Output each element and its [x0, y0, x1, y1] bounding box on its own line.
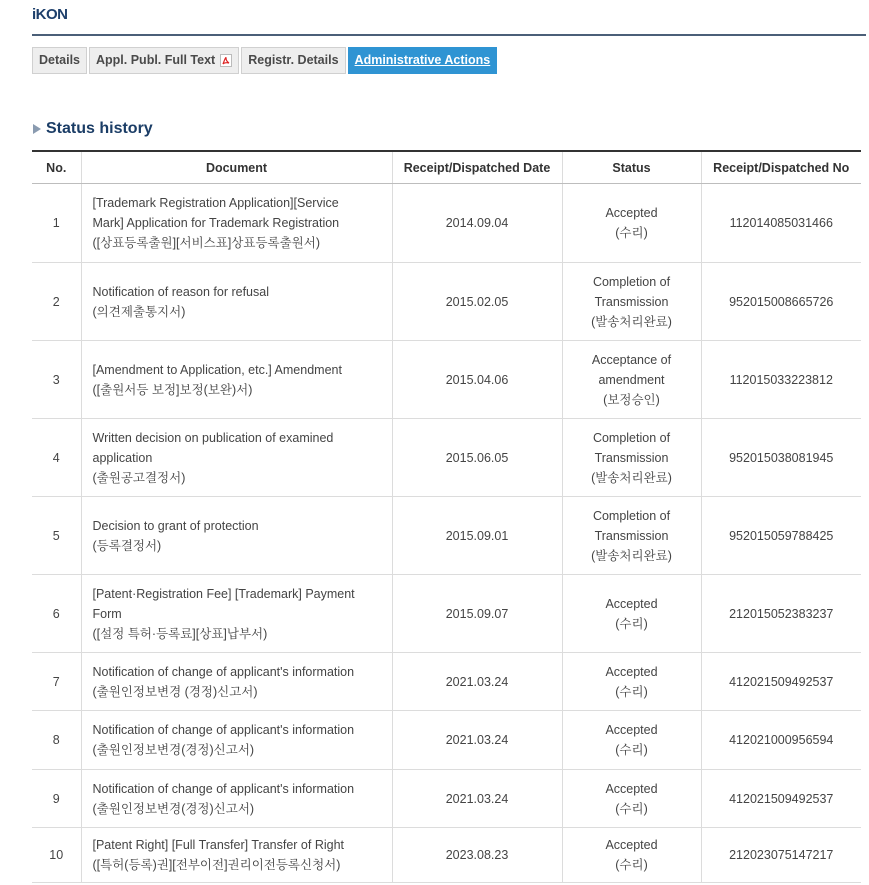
date-cell: 2021.03.24 [392, 653, 562, 711]
document-text-line: Decision to grant of protection [92, 518, 259, 533]
row-number-cell: 7 [32, 653, 81, 711]
document-text-line: [Amendment to Application, etc.] Amendment [92, 362, 342, 377]
document-text-line: Notification of change of applicant's information [92, 723, 355, 737]
status-cell [562, 770, 701, 828]
table-row [32, 770, 861, 828]
document-cell [81, 711, 392, 770]
document-text-line: Mark] Application for Trademark Registration [92, 216, 340, 230]
status-cell [562, 575, 701, 653]
status-cell [562, 497, 701, 575]
status-text-line: Transmission [594, 450, 669, 465]
receipt-number-cell: 952015038081945 [701, 419, 861, 497]
table-row [32, 828, 861, 883]
date-cell: 2015.02.05 [392, 263, 562, 341]
table-row [32, 184, 861, 263]
document-text-line: (의견제출통지서) [92, 304, 186, 319]
document-text-line: [Patent Right] [Full Transfer] Transfer of Right [92, 838, 344, 852]
receipt-number-cell: 112014085031466 [701, 184, 861, 263]
receipt-number-cell: 212015052383237 [701, 575, 861, 653]
triangle-arrow-icon [32, 123, 42, 135]
row-number-cell: 9 [32, 770, 81, 828]
table-body [32, 184, 861, 883]
table-row [32, 341, 861, 419]
document-text-line: (출원인정보변경 (경정)신고서) [92, 684, 258, 699]
document-text-line: Notification of change of applicant's information [92, 781, 355, 796]
table-row [32, 419, 861, 497]
document-text-line: Notification of change of applicant's information [92, 664, 355, 679]
document-cell [81, 184, 392, 263]
date-cell: 2015.06.05 [392, 419, 562, 497]
status-history-table [32, 150, 861, 883]
table-header-row [32, 151, 861, 184]
tab-details[interactable] [32, 47, 87, 74]
receipt-number-cell: 952015008665726 [701, 263, 861, 341]
receipt-number-cell: 952015059788425 [701, 497, 861, 575]
document-text-line: ([상표등록출원][서비스표]상표등록출원서) [92, 236, 320, 250]
status-text-line: Transmission [594, 528, 669, 543]
status-cell [562, 341, 701, 419]
column-header-status: Status [562, 151, 701, 184]
document-text-line: (출원인정보변경(경정)신고서) [92, 743, 255, 757]
tab-bar [32, 47, 499, 74]
receipt-number-cell: 412021509492537 [701, 653, 861, 711]
document-text-line: Written decision on publication of examined [92, 430, 334, 445]
document-text-line: Notification of reason for refusal [92, 284, 269, 299]
date-cell: 2023.08.23 [392, 828, 562, 883]
column-header-date: Receipt/Dispatched Date [392, 151, 562, 184]
tab-registr-details-label: Registr. Details [248, 53, 339, 67]
status-text-line: Completion of [592, 508, 671, 523]
status-cell [562, 419, 701, 497]
document-text-line: (출원공고결정서) [92, 470, 186, 485]
status-text-line: Completion of [592, 274, 671, 289]
table-row [32, 575, 861, 653]
row-number-cell: 2 [32, 263, 81, 341]
status-text-line: Completion of [592, 430, 671, 445]
column-header-number: Receipt/Dispatched No [701, 151, 861, 184]
document-cell [81, 263, 392, 341]
document-cell [81, 828, 392, 883]
row-number-cell: 4 [32, 419, 81, 497]
document-cell [81, 575, 392, 653]
table-row [32, 711, 861, 770]
section-heading [32, 118, 153, 140]
tab-administrative-actions-label: Administrative Actions [354, 53, 491, 67]
status-text-line: (보정승인) [603, 392, 660, 407]
status-cell [562, 711, 701, 770]
row-number-cell: 6 [32, 575, 81, 653]
status-text-line: (수리) [615, 801, 648, 816]
status-text-line: (발송처리완료) [591, 548, 672, 563]
tab-registr-details[interactable] [241, 47, 345, 74]
app-title: iKON [32, 6, 68, 23]
status-text-line: (수리) [615, 743, 648, 757]
row-number-cell: 3 [32, 341, 81, 419]
document-text-line: ([설정 특허·등록료][상표]납부서) [92, 626, 268, 641]
document-text-line: ([특허(등록)권][전부이전]권리이전등록신청서) [92, 858, 341, 872]
status-cell [562, 653, 701, 711]
table-row [32, 653, 861, 711]
status-text-line: Accepted [605, 838, 658, 852]
status-text-line: Accepted [605, 664, 658, 679]
document-text-line: Form [92, 606, 122, 621]
row-number-cell: 5 [32, 497, 81, 575]
document-cell [81, 497, 392, 575]
receipt-number-cell: 412021000956594 [701, 711, 861, 770]
date-cell: 2014.09.04 [392, 184, 562, 263]
document-text-line: application [92, 450, 153, 465]
status-cell [562, 184, 701, 263]
status-text-line: Transmission [594, 294, 669, 309]
row-number-cell: 1 [32, 184, 81, 263]
document-text-line: [Trademark Registration Application][Service [92, 196, 339, 210]
status-text-line: (수리) [615, 226, 648, 240]
title-divider [32, 34, 866, 36]
status-text-line: (수리) [615, 858, 648, 872]
status-cell [562, 263, 701, 341]
table-row [32, 263, 861, 341]
status-cell [562, 828, 701, 883]
row-number-cell: 8 [32, 711, 81, 770]
date-cell: 2021.03.24 [392, 770, 562, 828]
status-text-line: amendment [598, 372, 665, 387]
status-text-line: Accepted [605, 596, 658, 611]
receipt-number-cell: 412021509492537 [701, 770, 861, 828]
status-text-line: Accepted [605, 723, 658, 737]
date-cell: 2015.09.01 [392, 497, 562, 575]
document-text-line: ([출원서등 보정]보정(보완)서) [92, 382, 253, 397]
tab-details-label: Details [39, 53, 80, 67]
document-cell [81, 770, 392, 828]
status-text-line: Accepted [605, 781, 658, 796]
document-text-line: (출원인정보변경(경정)신고서) [92, 801, 255, 816]
document-cell [81, 341, 392, 419]
status-text-line: Acceptance of [591, 352, 672, 367]
date-cell: 2021.03.24 [392, 711, 562, 770]
status-text-line: (수리) [615, 616, 648, 631]
row-number-cell: 10 [32, 828, 81, 883]
receipt-number-cell: 112015033223812 [701, 341, 861, 419]
date-cell: 2015.04.06 [392, 341, 562, 419]
table-row [32, 497, 861, 575]
section-title: Status history [46, 120, 153, 137]
pdf-icon [220, 54, 232, 67]
date-cell: 2015.09.07 [392, 575, 562, 653]
status-text-line: Accepted [605, 206, 658, 220]
document-text-line: (등록결정서) [92, 538, 162, 553]
status-text-line: (수리) [615, 684, 648, 699]
tab-appl-publ-full-text[interactable] [89, 47, 239, 74]
column-header-document: Document [81, 151, 392, 184]
document-text-line: [Patent·Registration Fee] [Trademark] Payment [92, 586, 355, 601]
status-text-line: (발송처리완료) [591, 314, 672, 329]
receipt-number-cell: 212023075147217 [701, 828, 861, 883]
status-text-line: (발송처리완료) [591, 470, 672, 485]
document-cell [81, 419, 392, 497]
document-cell [81, 653, 392, 711]
tab-administrative-actions[interactable] [348, 47, 498, 74]
tab-appl-publ-full-text-label: Appl. Publ. Full Text [96, 53, 216, 67]
column-header-no: No. [32, 151, 81, 184]
